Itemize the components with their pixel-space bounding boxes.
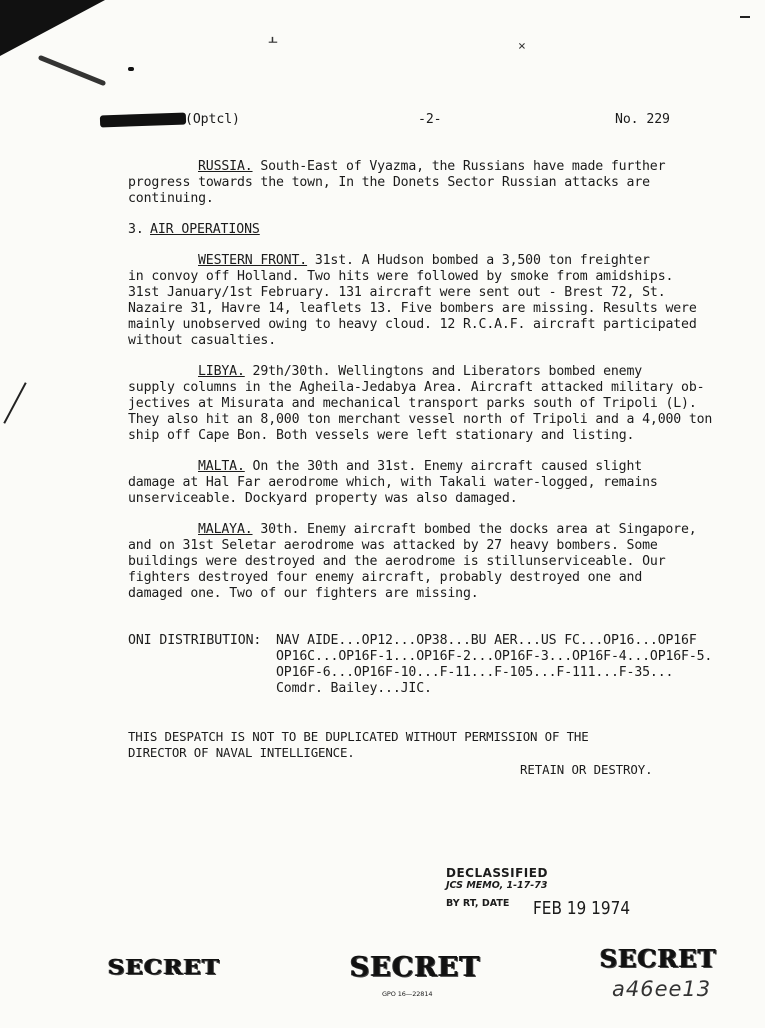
distribution-line: NAV AIDE...OP12...OP38...BU AER...US FC...OP16...OP16F <box>276 633 697 648</box>
libya-line: supply columns in the Agheila-Jedabya Area. Aircraft attacked military ob- <box>128 380 705 395</box>
scan-smudge <box>38 55 107 87</box>
header-classification: (Optcl) <box>185 112 240 127</box>
duplication-notice <box>128 729 589 761</box>
despatch-number: No. 229 <box>615 112 670 127</box>
malaya-line: damaged one. Two of our fighters are missing. <box>128 586 479 601</box>
margin-mark <box>3 382 26 424</box>
secret-stamp-left: SECRET <box>108 955 221 980</box>
distribution-line: OP16C...OP16F-1...OP16F-2...OP16F-3...OP16F-4...OP16F-5. <box>276 649 713 664</box>
western-front-heading: WESTERN FRONT. <box>198 253 308 268</box>
russia-line: South-East of Vyazma, the Russians have made further <box>252 159 666 174</box>
distribution-label: ONI DISTRIBUTION: <box>128 633 262 648</box>
malta-line: On the 30th and 31st. Enemy aircraft caused slight <box>244 459 643 474</box>
russia-heading: RUSSIA. <box>198 159 253 174</box>
scan-smudge <box>128 67 134 71</box>
malaya-paragraph <box>128 522 697 602</box>
western-front-line: 31st January/1st February. 131 aircraft were sent out - Brest 72, St. <box>128 285 666 300</box>
stamp-memo: JCS MEMO, 1-17-73 <box>446 880 548 891</box>
malaya-line: 30th. Enemy aircraft bombed the docks area at Singapore, <box>252 522 697 537</box>
secret-stamp-right-clip <box>600 944 718 973</box>
western-front-paragraph <box>128 253 697 349</box>
secret-stamp-center: SECRET <box>350 952 481 983</box>
distribution-line: Comdr. Bailey...JIC. <box>276 681 432 696</box>
libya-line: jectives at Misurata and mechanical transport parks south of Tripoli (L). <box>128 396 697 411</box>
russia-paragraph <box>128 159 665 207</box>
section-title: AIR OPERATIONS <box>150 222 260 237</box>
western-front-line: 31st. A Hudson bombed a 3,500 ton freighter <box>307 253 650 268</box>
russia-line: progress towards the town, In the Donets Sector Russian attacks are <box>128 175 650 190</box>
margin-mark <box>740 16 750 18</box>
libya-heading: LIBYA. <box>198 364 245 379</box>
notice-line: THIS DESPATCH IS NOT TO BE DUPLICATED WITHOUT PERMISSION OF THE <box>128 729 589 744</box>
section-number: 3. <box>128 222 144 237</box>
western-front-line: mainly unobserved owing to heavy cloud. 12 R.C.A.F. aircraft participated <box>128 317 697 332</box>
stamp-date: FEB 19 1974 <box>533 898 631 919</box>
malaya-line: and on 31st Seletar aerodrome was attacked by 27 heavy bombers. Some <box>128 538 658 553</box>
pen-mark-icon: ⨯ <box>518 39 526 54</box>
libya-line: ship off Cape Bon. Both vessels were left stationary and listing. <box>128 428 635 443</box>
distribution-line: OP16F-6...OP16F-10...F-11...F-105...F-111...F-35... <box>276 665 674 680</box>
stamp-by: BY RT, DATE <box>446 898 510 909</box>
pen-mark-icon: ⫠ <box>268 28 278 47</box>
libya-paragraph <box>128 364 712 444</box>
malta-heading: MALTA. <box>198 459 245 474</box>
western-front-line: without casualties. <box>128 333 277 348</box>
redaction-mark <box>100 113 186 128</box>
scan-corner-shadow <box>0 0 105 56</box>
malta-paragraph <box>128 459 658 507</box>
western-front-line: in convoy off Holland. Two hits were followed by smoke from amidships. <box>128 269 674 284</box>
handwritten-reference: a46ee13 <box>612 977 712 1001</box>
russia-line: continuing. <box>128 191 214 206</box>
malaya-heading: MALAYA. <box>198 522 253 537</box>
malaya-line: fighters destroyed four enemy aircraft, probably destroyed one and <box>128 570 643 585</box>
libya-line: 29th/30th. Wellingtons and Liberators bombed enemy <box>244 364 643 379</box>
malta-line: damage at Hal Far aerodrome which, with Takali water-logged, remains <box>128 475 658 490</box>
malaya-line: buildings were destroyed and the aerodrome is stillunserviceable. Our <box>128 554 666 569</box>
libya-line: They also hit an 8,000 ton merchant vessel north of Tripoli and a 4,000 ton <box>128 412 713 427</box>
secret-stamp-right: SECRET <box>600 944 717 973</box>
page-number: -2- <box>418 112 442 127</box>
printer-code: GPO 16—22814 <box>382 990 433 998</box>
notice-line: DIRECTOR OF NAVAL INTELLIGENCE. <box>128 745 355 760</box>
declassified-stamp <box>446 866 631 919</box>
western-front-line: Nazaire 31, Havre 14, leaflets 13. Five bombers are missing. Results were <box>128 301 697 316</box>
retain-or-destroy: RETAIN OR DESTROY. <box>520 762 653 777</box>
malta-line: unserviceable. Dockyard property was also damaged. <box>128 491 518 506</box>
stamp-title: DECLASSIFIED <box>446 866 548 880</box>
distribution-list <box>276 633 712 697</box>
